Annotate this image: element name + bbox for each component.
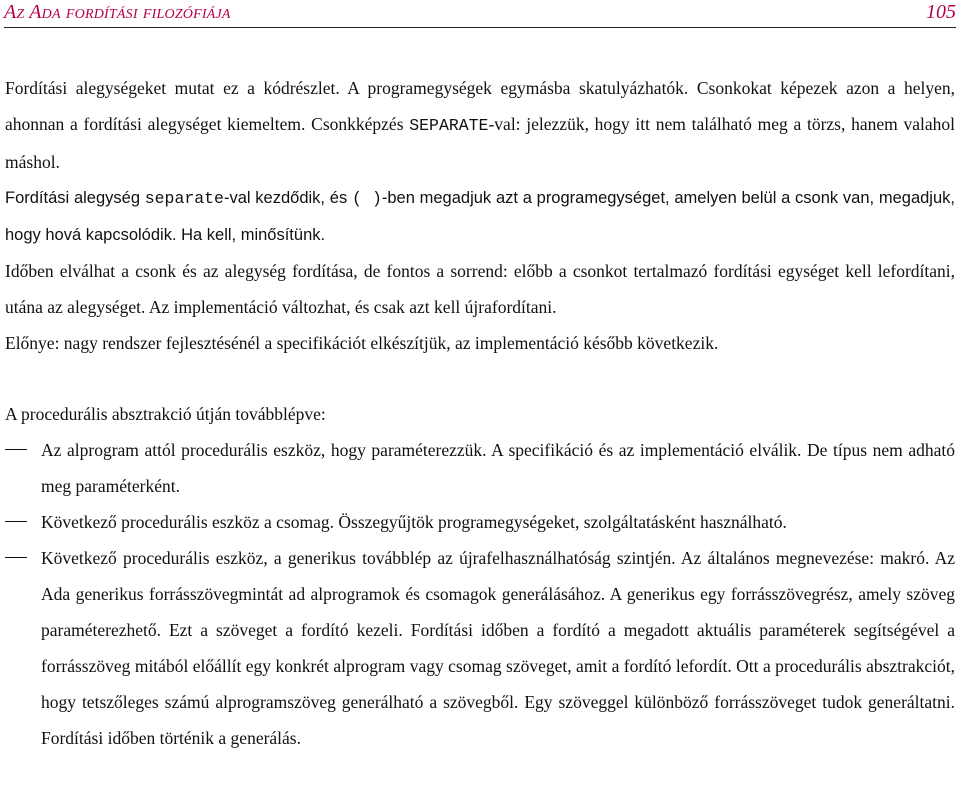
- paragraph-text: -val: jelezzük, hogy itt nem található meg a törzs, hanem valahol máshol.: [5, 114, 955, 172]
- spacer: [5, 361, 955, 396]
- code-separate-upper: SEPARATE: [409, 116, 489, 135]
- dash-list: [5, 432, 955, 756]
- dash-bullet-icon: [5, 557, 27, 558]
- paragraph-separate: [5, 180, 955, 253]
- chapter-title: Az Ada fordítási filozófiája: [4, 1, 231, 23]
- paragraph-procedural-abstraction: A procedurális absztrakció útján továbblépve:: [5, 404, 326, 424]
- list-item: [5, 504, 955, 540]
- list-item-text: Az alprogram attól procedurális eszköz, hogy paraméterezzük. A specifikáció és az implementáció elválik. De típus nem adható meg paraméterként.: [41, 440, 955, 496]
- paragraph-compile-order: Időben elválhat a csonk és az alegység fordítása, de fontos a sorrend: előbb a csonkot tertalmazó fordítási egységet kell lefordítani, utána az alegységet. Az implementáció változhat, és csak azt kell újrafordítani.: [5, 261, 955, 317]
- paragraph-compilation-subunits: [5, 70, 955, 180]
- list-item-text: Következő procedurális eszköz a csomag. Összegyűjtök programegységeket, szolgáltatásként használható.: [41, 512, 787, 532]
- page-number: 105: [926, 1, 956, 23]
- paragraph-advantage: Előnye: nagy rendszer fejlesztésénél a specifikációt elkészítjük, az implementáció később következik.: [5, 333, 719, 353]
- paragraph-text: -ben megadjuk azt a programegységet, amelyen belül a csonk van, megadjuk, hogy hová kapcsolódik. Ha kell, minősítünk.: [5, 189, 955, 244]
- code-parentheses: ( ): [351, 189, 382, 208]
- dash-bullet-icon: [5, 521, 27, 522]
- page-header: [4, 0, 956, 28]
- paragraph-text: -val kezdődik, és: [223, 189, 352, 207]
- list-item-text: Következő procedurális eszköz, a generikus továbblép az újrafelhasználhatóság szintjén. Az általános megnevezése: makró. Az Ada generikus forrásszövegmintát ad alprogramok és csomagok generálásához. A generikus egy forrásszövegrész, amely szöveg paraméterezhető. Ezt a szöveget a fordító kezeli. Fordítási időben a fordító a megadott aktuális paraméterek segítségével a forrásszöveg mitából előállít egy konkrét alprogram vagy csomag szöveget, amit a fordító lefordít. Ott a procedurális absztrakciót, hogy tetszőleges számú alprogramszöveg generálható a szövegből. Egy szöveggel különböző forrásszöveget tudok generáltatni. Fordítási időben történik a generálás.: [41, 548, 955, 748]
- paragraph-text: Fordítási alegység: [5, 189, 145, 207]
- page-content: [5, 70, 955, 756]
- dash-bullet-icon: [5, 449, 27, 450]
- list-item: [5, 432, 955, 504]
- paragraph-text: Fordítási alegységeket mutat ez a kódrészlet. A programegységek egymásba skatulyázhatók. Csonkokat képezek azon a helyen, ahonnan a fordítási alegységet kiemeltem. Csonkképzés: [5, 78, 955, 134]
- code-separate-lower: separate: [144, 189, 224, 208]
- list-item: [5, 540, 955, 756]
